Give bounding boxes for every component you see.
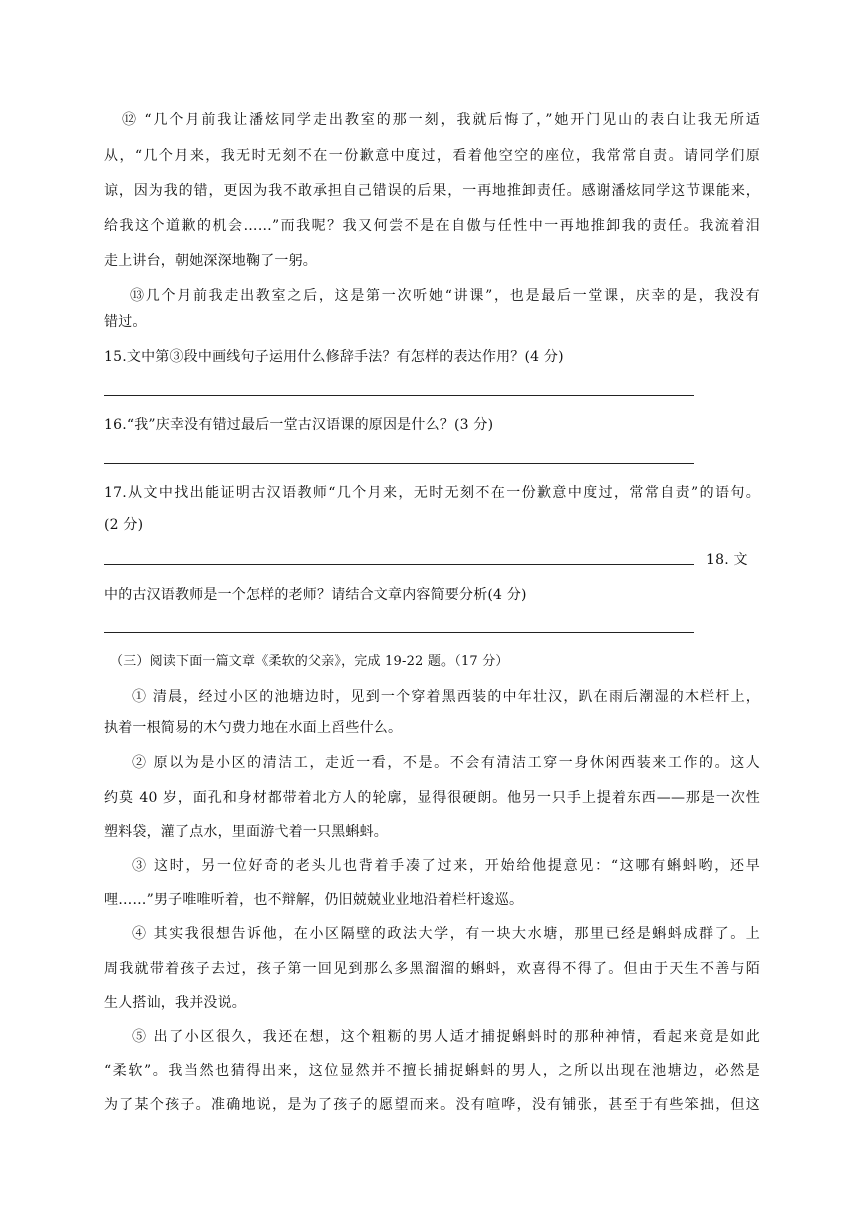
answer-line-16 <box>104 463 694 464</box>
text-line: ⑤ 出了小区很久，我还在想，这个粗粝的男人适才捕捉蝌蚪时的那种神情，看起来竟是如此 <box>132 1029 760 1045</box>
text-line: ① 清晨，经过小区的池塘边时，见到一个穿着黑西装的中年壮汉，趴在雨后潮湿的木栏杆上， <box>132 689 760 705</box>
text-line: 塑料袋，灌了点水，里面游弋着一只黑蝌蚪。 <box>104 824 388 840</box>
question-17-score: (2 分) <box>104 517 144 533</box>
section-heading: （三）阅读下面一篇文章《柔软的父亲》，完成 19-22 题。（17 分） <box>110 654 509 669</box>
text-line: ⑫ “几个月前我让潘炫同学走出教室的那一刻，我就后悔了，”她开门见山的表白让我无所适 <box>122 112 760 128</box>
question-18-number: 18. 文 <box>706 552 748 568</box>
text-line: 约莫 40 岁，面孔和身材都带着北方人的轮廓，显得很硬朗。他另一只手上提着东西——那是一次性 <box>104 790 760 806</box>
text-line: ④ 其实我很想告诉他，在小区隔壁的政法大学，有一块大水塘，那里已经是蝌蚪成群了。上 <box>132 926 760 942</box>
text-line: 谅，因为我的错，更因为我不敢承担自己错误的后果，一再地推卸责任。感谢潘炫同学这节课能来， <box>104 183 760 199</box>
text-line: 为了某个孩子。准确地说，是为了孩子的愿望而来。没有喧哗，没有铺张，甚至于有些笨拙，但这 <box>104 1097 760 1113</box>
text-line: ③ 这时，另一位好奇的老头儿也背着手凑了过来，开始给他提意见：“这哪有蝌蚪哟，还早 <box>132 858 760 874</box>
text-line: ② 原以为是小区的清洁工，走近一看，不是。不会有清洁工穿一身休闲西装来工作的。这人 <box>132 755 760 771</box>
text-line: 从，“几个月来，我无时无刻不在一份歉意中度过，看着他空空的座位，我常常自责。请同学们原 <box>104 148 760 164</box>
text-line: ⑬几个月前我走出教室之后，这是第一次听她“讲课”，也是最后一堂课，庆幸的是，我没有 <box>130 288 760 304</box>
text-line: 走上讲台，朝她深深地鞠了一躬。 <box>104 253 317 269</box>
answer-line-17 <box>104 564 694 565</box>
text-line: 哩……”男子唯唯听着，也不辩解，仍旧兢兢业业地沿着栏杆逡巡。 <box>104 892 524 908</box>
question-16: 16.“我”庆幸没有错过最后一堂古汉语课的原因是什么？(3 分) <box>104 417 494 433</box>
answer-line-18 <box>104 632 694 633</box>
question-15: 15.文中第③段中画线句子运用什么修辞手法？有怎样的表达作用？(4 分) <box>104 349 564 365</box>
answer-line-15 <box>104 395 694 396</box>
text-line: 周我就带着孩子去过，孩子第一回见到那么多黑溜溜的蝌蚪，欢喜得不得了。但由于天生不善与陌 <box>104 961 760 977</box>
text-line: 给我这个道歉的机会……”而我呢？我又何尝不是在自傲与任性中一再地推卸我的责任。我流着泪 <box>104 218 760 234</box>
text-line: 生人搭讪，我并没说。 <box>104 995 246 1011</box>
text-line: 错过。 <box>104 314 147 330</box>
text-line: 执着一根简易的木勺费力地在水面上舀些什么。 <box>104 720 403 736</box>
question-17: 17.从文中找出能证明古汉语教师“几个月来，无时无刻不在一份歉意中度过，常常自责”的语句。 <box>104 485 760 501</box>
question-18: 中的古汉语教师是一个怎样的老师？请结合文章内容简要分析(4 分) <box>104 587 527 603</box>
text-line: “柔软”。我当然也猜得出来，这位显然并不擅长捕捉蝌蚪的男人，之所以出现在池塘边，必然是 <box>104 1063 760 1079</box>
